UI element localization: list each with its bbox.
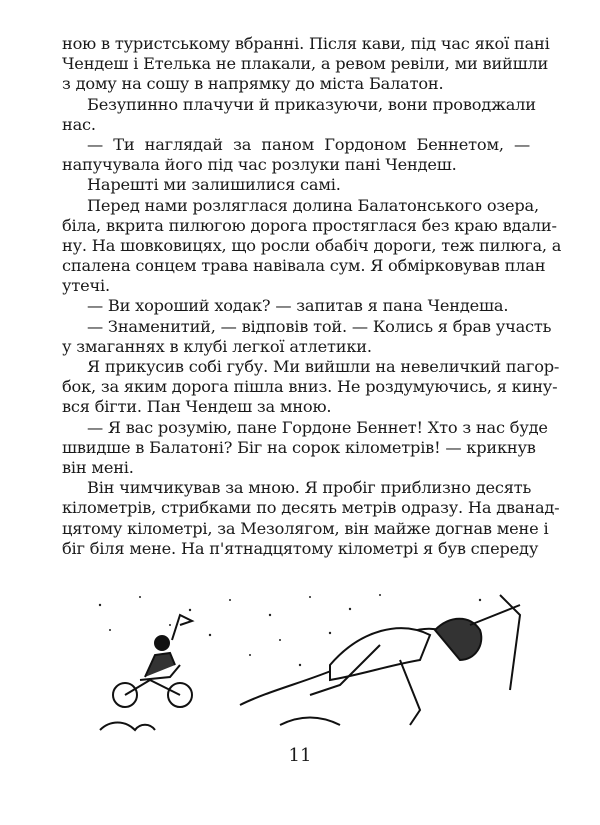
page-number: 11: [288, 745, 312, 766]
illustration-running-man-and-motorcyclist: [80, 585, 540, 745]
text-line: спалена сонцем трава навівала сум. Я обмірковував план: [62, 256, 546, 276]
text-line: бок, за яким дорога пішла вниз. Не роздумуючись, я кину-: [62, 377, 558, 397]
text-line: ну. На шовковицях, що росли обабіч дороги, теж пилюга, а: [62, 235, 562, 255]
text-line: — Ти наглядай за паном Гордоном Беннетом, —: [87, 134, 530, 154]
text-line: нас.: [62, 114, 96, 134]
text-line: з дому на сошу в напрямку до міста Балатон.: [62, 74, 444, 94]
text-line: у змаганнях в клубі легкої атлетики.: [62, 336, 372, 356]
text-line: Чендеш і Етелька не плакали, а ревом ревіли, ми вийшли: [62, 54, 549, 74]
text-line: — Я вас розумію, пане Гордоне Беннет! Хто з нас буде: [87, 417, 548, 437]
text-line: Безупинно плачучи й приказуючи, вони проводжали: [87, 94, 536, 114]
text-line: — Знаменитий, — відповів той. — Колись я брав участь: [87, 316, 552, 336]
text-line: напучувала його під час розлуки пані Чендеш.: [62, 155, 457, 175]
motorcyclist: [113, 615, 192, 707]
text-line: кілометрів, стрибками по десять метрів одразу. На дванад-: [62, 498, 560, 518]
text-line: він мені.: [62, 457, 134, 477]
text-line: Він чимчикував за мною. Я пробіг приблизно десять: [87, 478, 532, 498]
body-text: [62, 34, 562, 559]
text-line: утечі.: [62, 276, 110, 296]
text-line: Перед нами розляглася долина Балатонського озера,: [87, 195, 539, 215]
text-line: вся бігти. Пан Чендеш за мною.: [62, 397, 332, 417]
text-line: — Ви хороший ходак? — запитав я пана Чендеша.: [87, 296, 509, 316]
text-line: швидше в Балатоні? Біг на сорок кілометрів! — крикнув: [62, 437, 536, 457]
text-line: Я прикусив собі губу. Ми вийшли на невеличкий пагор-: [87, 357, 560, 376]
text-line: цятому кілометрі, за Мезолягом, він майже догнав мене і: [62, 518, 549, 538]
text-line: ною в туристському вбранні. Після кави, під час якої пані: [62, 34, 550, 53]
text-line: біла, вкрита пилюгою дорога простяглася без краю вдали-: [62, 215, 557, 235]
text-line: Нарешті ми залишилися самі.: [87, 175, 341, 195]
text-line: біг біля мене. На п'ятнадцятому кілометрі я був спереду: [62, 538, 539, 558]
